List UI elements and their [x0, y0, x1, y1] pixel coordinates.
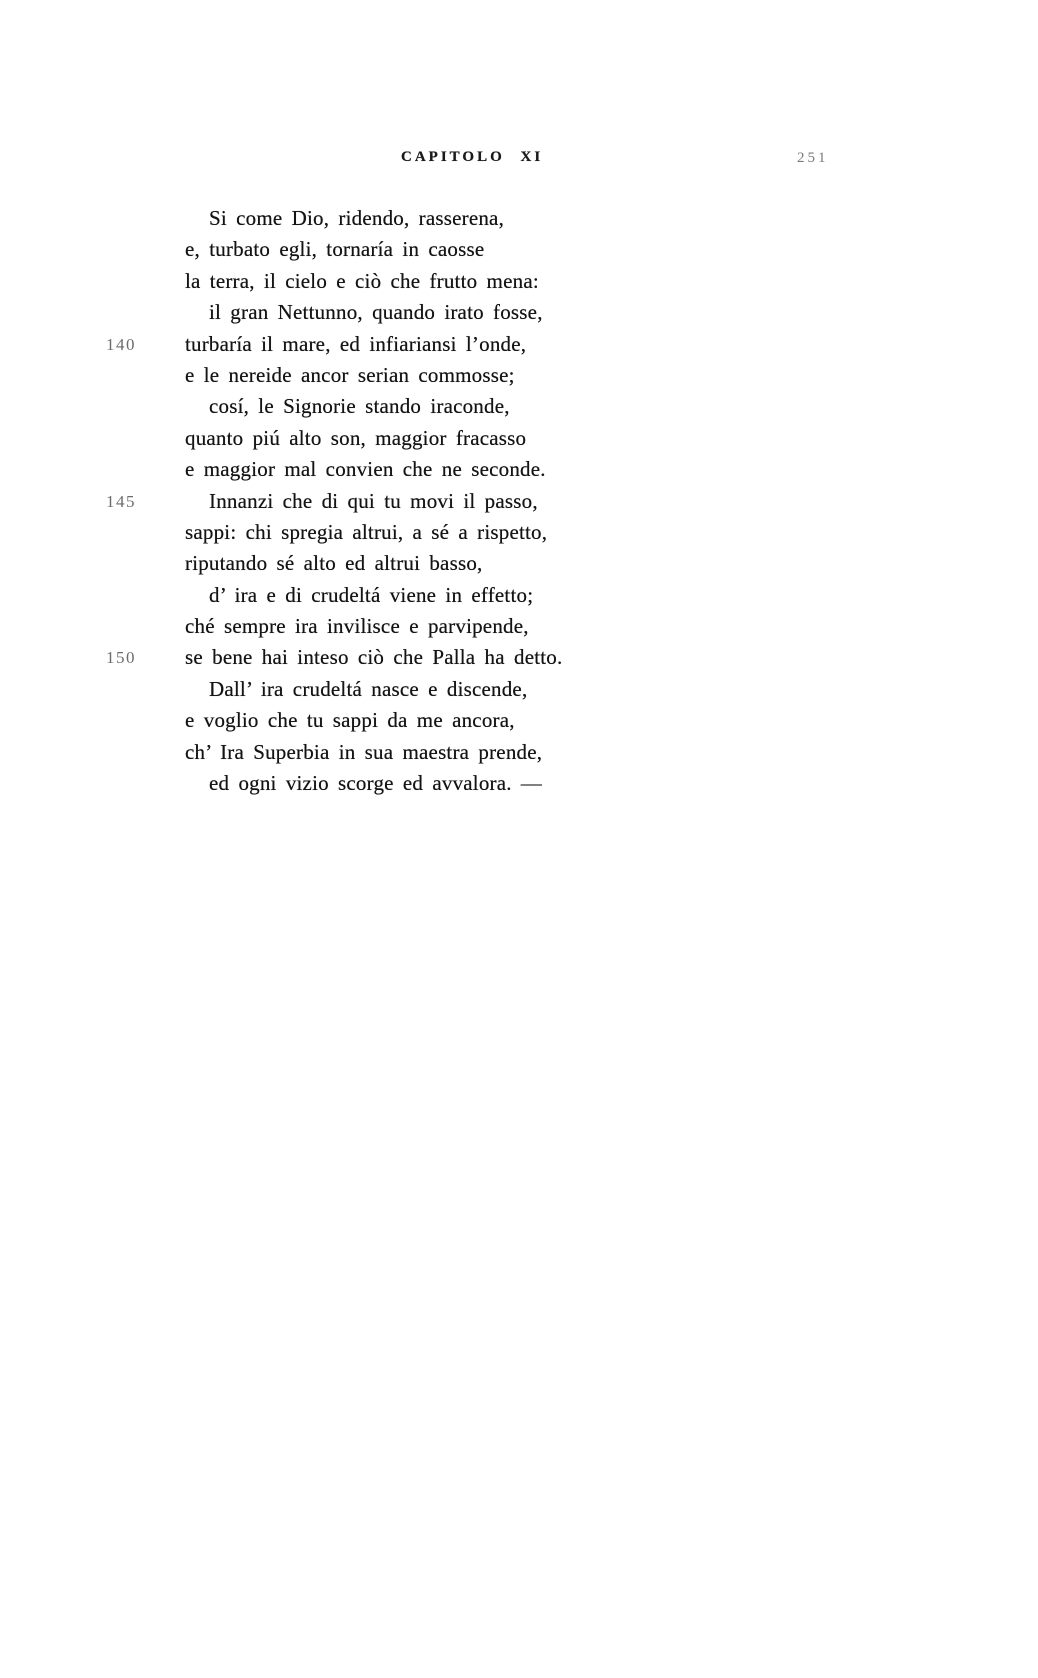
- verse-text: Innanzi che di qui tu movi il passo,: [209, 488, 538, 513]
- verse-line: [185, 768, 655, 799]
- verse-line: [185, 266, 655, 297]
- verse-line: [185, 454, 655, 485]
- verse-text: sappi: chi spregia altrui, a sé a rispetto,: [185, 519, 548, 544]
- verse-line: [185, 423, 655, 454]
- chapter-title: CAPITOLO XI: [401, 149, 544, 165]
- verse-line: [185, 548, 655, 579]
- verse-line: [185, 517, 655, 548]
- verse-text: la terra, il cielo e ciò che frutto mena:: [185, 268, 539, 293]
- verse-text: Si come Dio, ridendo, rasserena,: [209, 206, 505, 230]
- verse-line: [185, 674, 655, 705]
- verse-text: e, turbato egli, tornaría in caosse: [185, 237, 485, 262]
- margin-line-number: 145: [106, 491, 136, 511]
- verse-line: [106, 329, 655, 360]
- verse-text: e voglio che tu sappi da me ancora,: [185, 708, 515, 733]
- margin-line-number: 140: [106, 334, 136, 354]
- verse-text: turbaría il mare, ed infiariansi l’onde,: [185, 331, 527, 356]
- verse-text: Dall’ ira crudeltá nasce e discende,: [209, 676, 528, 701]
- verse-text: riputando sé alto ed altrui basso,: [185, 551, 483, 576]
- verse-text: e maggior mal convien che ne seconde.: [185, 457, 546, 482]
- page-number: 251: [797, 150, 829, 166]
- verse-text: ché sempre ira invilisce e parvipende,: [185, 614, 529, 639]
- margin-line-number: 150: [106, 648, 136, 668]
- verse-line: [185, 580, 655, 611]
- verse-text: il gran Nettunno, quando irato fosse,: [209, 300, 543, 325]
- verse-text: se bene hai inteso ciò che Palla ha detto.: [185, 645, 563, 670]
- verse-text: cosí, le Signorie stando iraconde,: [209, 394, 510, 419]
- verse-line: [185, 234, 655, 265]
- verse-text: ed ogni vizio scorge ed avvalora. —: [209, 771, 543, 796]
- verse-text: d’ ira e di crudeltá viene in effetto;: [209, 582, 534, 607]
- verse-line: [185, 360, 655, 391]
- verse-text: quanto piú alto son, maggior fracasso: [185, 425, 527, 450]
- verse-line: [185, 611, 655, 642]
- verse-line: [106, 486, 655, 517]
- poem-text-block: [106, 203, 655, 799]
- verse-line: [106, 642, 655, 673]
- verse-line: [185, 705, 655, 736]
- verse-text: ch’ Ira Superbia in sua maestra prende,: [185, 739, 543, 764]
- verse-line: [185, 391, 655, 422]
- verse-line: [185, 203, 655, 234]
- verse-line: [185, 297, 655, 328]
- verse-line: [185, 737, 655, 768]
- verse-text: e le nereide ancor serian commosse;: [185, 362, 515, 387]
